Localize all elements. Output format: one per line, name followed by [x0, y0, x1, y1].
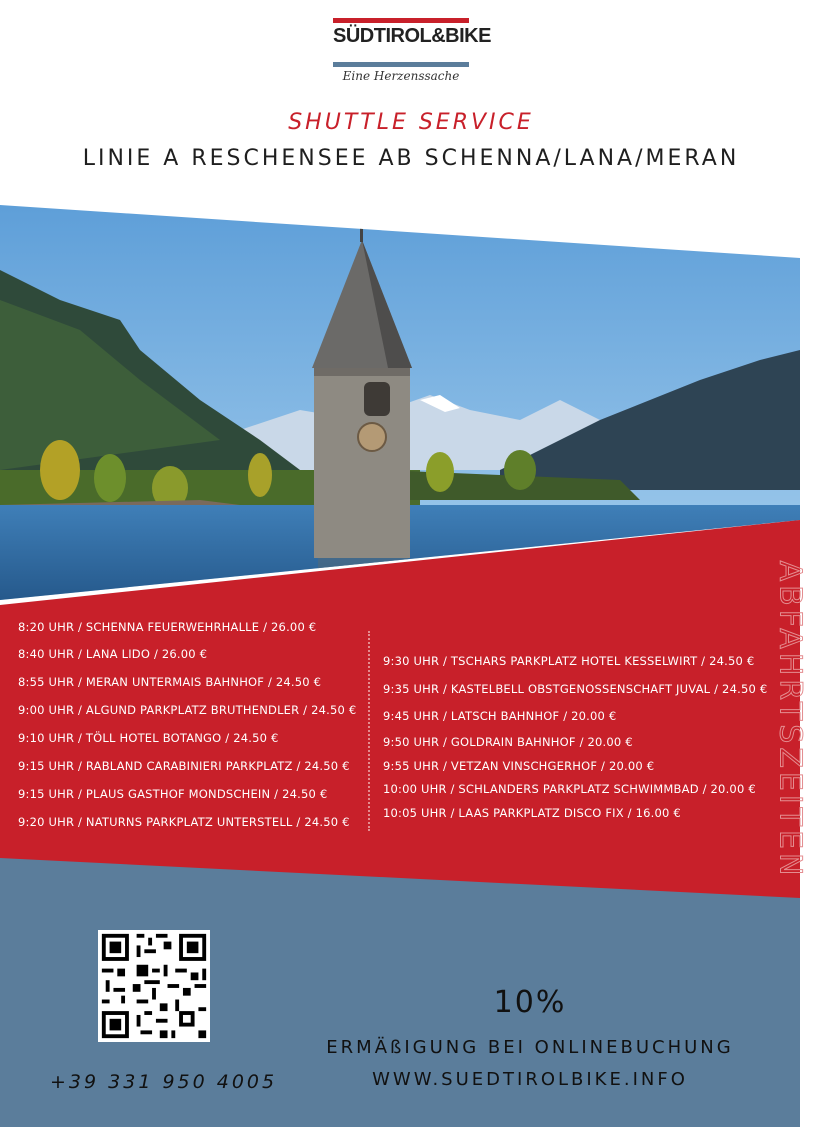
discount-text: ERMÄßIGUNG BEI ONLINEBUCHUNG	[326, 1037, 734, 1058]
schedule-row: 9:15 UHR / RABLAND CARABINIERI PARKPLATZ / 24.50 €	[18, 759, 350, 773]
logo-brand: SÜDTIROL&BIKE	[333, 25, 491, 47]
schedule-row: 10:05 UHR / LAAS PARKPLATZ DISCO FIX / 16.00 €	[383, 806, 681, 820]
schedule-row: 10:00 UHR / SCHLANDERS PARKPLATZ SCHWIMMBAD / 20.00 €	[383, 782, 756, 796]
phone-number[interactable]: +39 331 950 4005	[50, 1071, 278, 1093]
logo-tagline: Eine Herzenssache	[342, 69, 460, 83]
schedule-row: 9:30 UHR / TSCHARS PARKPLATZ HOTEL KESSELWIRT / 24.50 €	[383, 654, 755, 668]
schedule-row: 9:35 UHR / KASTELBELL OBSTGENOSSENSCHAFT JUVAL / 24.50 €	[383, 682, 768, 696]
schedule-row: 9:20 UHR / NATURNS PARKPLATZ UNTERSTELL / 24.50 €	[18, 815, 350, 829]
departure-times-label: ABFAHRTSZEITEN	[772, 560, 808, 880]
schedule-row: 9:55 UHR / VETZAN VINSCHGERHOF / 20.00 €	[383, 759, 655, 773]
schedule-row: 9:45 UHR / LATSCH BAHNHOF / 20.00 €	[383, 709, 617, 723]
schedule-row: 9:15 UHR / PLAUS GASTHOF MONDSCHEIN / 24.50 €	[18, 787, 328, 801]
qr-code-icon[interactable]	[98, 930, 210, 1042]
schedule-row: 9:10 UHR / TÖLL HOTEL BOTANGO / 24.50 €	[18, 731, 279, 745]
discount-value: 10%	[493, 985, 567, 1020]
schedule-row: 8:20 UHR / SCHENNA FEUERWEHRHALLE / 26.00 €	[18, 620, 317, 634]
service-title: SHUTTLE SERVICE	[288, 110, 534, 135]
website-link[interactable]: WWW.SUEDTIROLBIKE.INFO	[372, 1069, 688, 1090]
schedule-divider	[368, 631, 370, 831]
schedule-row: 8:40 UHR / LANA LIDO / 26.00 €	[18, 647, 208, 661]
line-title: LINIE A RESCHENSEE AB SCHENNA/LANA/MERAN	[82, 146, 740, 171]
departure-times-heading	[770, 540, 810, 900]
schedule-row: 9:50 UHR / GOLDRAIN BAHNHOF / 20.00 €	[383, 735, 633, 749]
schedule-row: 9:00 UHR / ALGUND PARKPLATZ BRUTHENDLER / 24.50 €	[18, 703, 357, 717]
schedule-row: 8:55 UHR / MERAN UNTERMAIS BAHNHOF / 24.50 €	[18, 675, 322, 689]
